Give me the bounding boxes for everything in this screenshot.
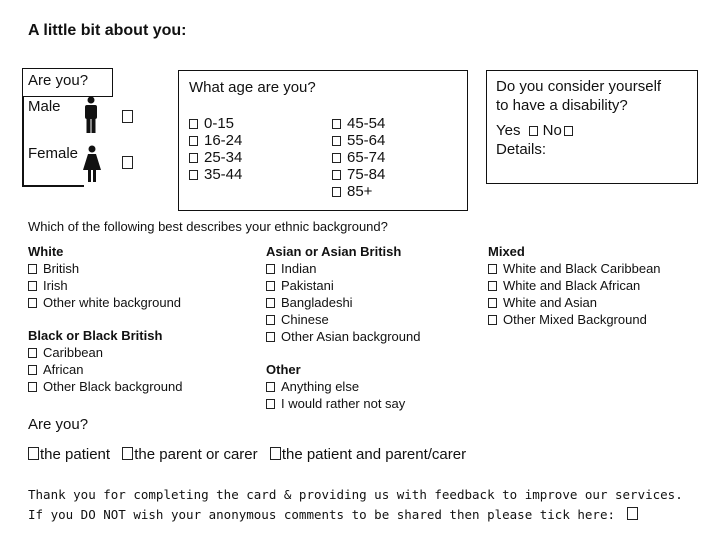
ethnic-option[interactable] [488, 277, 661, 294]
ethnic-option[interactable] [28, 378, 182, 395]
ethnic-option[interactable] [28, 294, 181, 311]
age-option[interactable] [332, 149, 385, 166]
respondent-checkbox[interactable] [270, 447, 281, 460]
ethnic-option-label: Chinese [281, 312, 329, 327]
ethnic-option-label: Anything else [281, 379, 360, 394]
ethnic-checkbox[interactable] [488, 281, 497, 291]
ethnic-option-label: Pakistani [281, 278, 334, 293]
age-option[interactable] [332, 132, 385, 149]
disability-box [486, 70, 698, 184]
ethnic-option-label: Other Black background [43, 379, 183, 394]
female-icon [82, 145, 102, 183]
ethnic-option-label: Other white background [43, 295, 182, 310]
respondent-option-label: the parent or carer [134, 446, 258, 463]
ethnic-option-label: British [43, 261, 80, 276]
disability-no-label: No [542, 122, 562, 139]
gender-bottom-border [22, 185, 84, 187]
age-checkbox[interactable] [332, 187, 341, 197]
ethnic-option[interactable] [266, 294, 420, 311]
age-option-label: 75-84 [347, 166, 386, 183]
gender-left-border [22, 96, 24, 186]
ethnic-group-title: Mixed [488, 244, 525, 259]
age-checkbox[interactable] [189, 119, 198, 129]
footer-consent [28, 505, 683, 525]
age-option[interactable] [189, 166, 242, 183]
age-option-label: 16-24 [204, 132, 243, 149]
disability-title-line1: Do you consider yourself [496, 78, 662, 95]
gender-title: Are you? [28, 72, 89, 89]
ethnic-option-label: African [43, 362, 84, 377]
ethnic-checkbox[interactable] [28, 348, 37, 358]
ethnic-option-label: Indian [281, 261, 317, 276]
ethnic-checkbox[interactable] [28, 382, 37, 392]
ethnic-checkbox[interactable] [28, 365, 37, 375]
age-column-1 [189, 115, 242, 183]
disability-details-label: Details: [496, 141, 547, 158]
ethnic-option-label: White and Asian [503, 295, 597, 310]
ethnic-option[interactable] [266, 328, 420, 345]
age-title: What age are you? [189, 79, 316, 96]
age-option[interactable] [189, 132, 242, 149]
age-checkbox[interactable] [332, 153, 341, 163]
ethnic-option[interactable] [488, 311, 661, 328]
footer [28, 485, 683, 525]
respondent-checkbox[interactable] [28, 447, 39, 460]
ethnic-group-mixed [488, 243, 661, 328]
age-checkbox[interactable] [189, 136, 198, 146]
ethnic-group-title: Other [266, 362, 301, 377]
respondent-options [28, 446, 466, 463]
page-title: A little bit about you: [28, 22, 187, 39]
respondent-title: Are you? [28, 416, 89, 433]
ethnic-option[interactable] [28, 361, 182, 378]
ethnic-group-white [28, 243, 181, 311]
age-option[interactable] [332, 166, 385, 183]
age-checkbox[interactable] [332, 170, 341, 180]
ethnic-checkbox[interactable] [266, 264, 275, 274]
age-option-label: 85+ [347, 183, 373, 200]
ethnic-option-label: Bangladeshi [281, 295, 353, 310]
age-option-label: 0-15 [204, 115, 235, 132]
age-option-label: 35-44 [204, 166, 243, 183]
ethnic-option[interactable] [266, 378, 405, 395]
gender-title-box [22, 68, 113, 97]
consent-checkbox[interactable] [627, 507, 638, 520]
ethnic-group-other [266, 361, 405, 412]
ethnic-option-label: White and Black African [503, 278, 641, 293]
age-column-2 [332, 115, 385, 200]
ethnic-option-label: I would rather not say [281, 396, 406, 411]
age-box [178, 70, 468, 211]
age-checkbox[interactable] [189, 153, 198, 163]
ethnic-question: Which of the following best describes your ethnic background? [28, 219, 388, 234]
ethnic-option[interactable] [266, 277, 420, 294]
ethnic-checkbox[interactable] [488, 264, 497, 274]
age-checkbox[interactable] [332, 136, 341, 146]
male-checkbox[interactable] [122, 110, 133, 123]
ethnic-option-label: Irish [43, 278, 68, 293]
gender-option-male-label: Male [28, 98, 61, 115]
footer-thanks: Thank you for completing the card & providing us with feedback to improve our services. [28, 487, 683, 502]
respondent-option[interactable] [270, 446, 466, 463]
ethnic-checkbox[interactable] [488, 298, 497, 308]
age-checkbox[interactable] [189, 170, 198, 180]
footer-consent-text: If you DO NOT wish your anonymous comments to be shared then please tick here: [28, 507, 615, 522]
ethnic-checkbox[interactable] [266, 281, 275, 291]
age-option[interactable] [189, 115, 242, 132]
ethnic-group-black [28, 327, 182, 395]
ethnic-group-title: Asian or Asian British [266, 244, 402, 259]
ethnic-option[interactable] [28, 344, 182, 361]
age-option[interactable] [189, 149, 242, 166]
ethnic-option-label: Caribbean [43, 345, 103, 360]
respondent-option-label: the patient and parent/carer [281, 446, 467, 463]
disability-yes-no [496, 122, 579, 139]
ethnic-group-title: Black or Black British [28, 328, 163, 343]
ethnic-checkbox[interactable] [488, 315, 497, 325]
ethnic-option[interactable] [28, 260, 181, 277]
ethnic-option[interactable] [266, 260, 420, 277]
ethnic-group-asian [266, 243, 420, 345]
female-checkbox[interactable] [122, 156, 133, 169]
ethnic-option[interactable] [488, 260, 661, 277]
respondent-option[interactable] [122, 446, 257, 463]
male-icon [82, 96, 100, 134]
disability-title [496, 77, 661, 115]
ethnic-checkbox[interactable] [266, 382, 275, 392]
age-option-label: 65-74 [347, 149, 386, 166]
disability-yes-label: Yes [496, 122, 521, 139]
disability-no-checkbox[interactable] [564, 126, 573, 136]
ethnic-option-label: Other Mixed Background [503, 312, 647, 327]
age-option-label: 25-34 [204, 149, 243, 166]
ethnic-checkbox[interactable] [266, 298, 275, 308]
disability-title-line2: to have a disability? [496, 97, 628, 114]
ethnic-checkbox[interactable] [28, 298, 37, 308]
ethnic-option-label: White and Black Caribbean [503, 261, 661, 276]
age-checkbox[interactable] [332, 119, 341, 129]
ethnic-option[interactable] [266, 311, 420, 328]
age-option[interactable] [332, 183, 385, 200]
respondent-checkbox[interactable] [122, 447, 133, 460]
ethnic-checkbox[interactable] [266, 399, 275, 409]
ethnic-checkbox[interactable] [266, 332, 275, 342]
age-option[interactable] [332, 115, 385, 132]
ethnic-checkbox[interactable] [28, 264, 37, 274]
ethnic-option[interactable] [266, 395, 405, 412]
ethnic-group-title: White [28, 244, 64, 259]
age-option-label: 55-64 [347, 132, 386, 149]
ethnic-option[interactable] [488, 294, 661, 311]
respondent-option[interactable] [28, 446, 110, 463]
gender-option-female-label: Female [28, 145, 79, 162]
ethnic-checkbox[interactable] [266, 315, 275, 325]
ethnic-option-label: Other Asian background [281, 329, 421, 344]
ethnic-checkbox[interactable] [28, 281, 37, 291]
disability-yes-checkbox[interactable] [529, 126, 538, 136]
ethnic-option[interactable] [28, 277, 181, 294]
respondent-option-label: the patient [40, 446, 111, 463]
age-option-label: 45-54 [347, 115, 386, 132]
